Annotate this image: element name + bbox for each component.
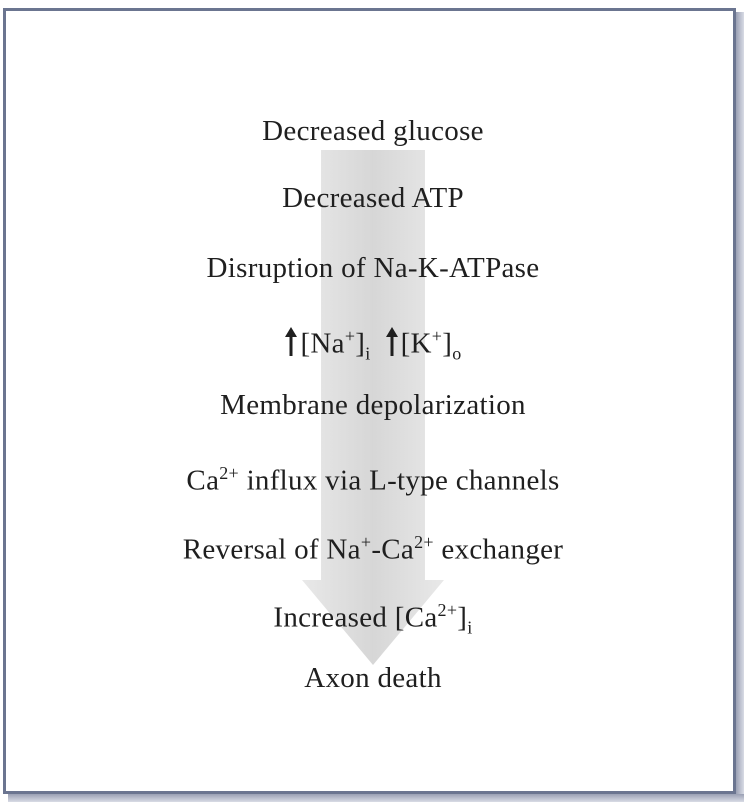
calcium-label: -Ca [371,533,415,566]
sodium-charge: + [360,532,372,552]
intracellular-sodium-label: [Na [300,327,345,360]
calcium-charge: 2+ [219,463,240,483]
calcium-influx-text: influx via L-type channels [239,464,560,497]
potassium-charge: + [431,326,443,346]
extracellular-subscript: o [452,343,462,364]
up-arrow-icon [385,325,399,357]
step-membrane-depolarization: Membrane depolarization [220,389,526,421]
step-decreased-atp: Decreased ATP [282,182,464,214]
calcium-bracket-close: ] [457,601,468,634]
step-exchanger-reversal [0,524,746,568]
intracellular-subscript: i [467,617,473,638]
calcium-label: Ca [186,464,220,497]
sodium-charge: + [344,326,356,346]
step-decreased-glucose: Decreased glucose [262,115,484,147]
reversal-label: Reversal of Na [182,533,361,566]
calcium-charge: 2+ [414,532,434,552]
intracellular-subscript: i [365,343,371,364]
extracellular-potassium-label: [K [400,327,432,360]
step-disruption-na-k-atpase: Disruption of Na-K-ATPase [206,252,540,284]
step-axon-death: Axon death [304,662,442,694]
calcium-charge: 2+ [437,600,458,620]
step-increased-calcium [0,592,746,645]
increased-calcium-label: Increased [Ca [273,601,438,634]
step-calcium-influx [0,455,746,499]
step-ion-concentration-changes [0,318,746,371]
potassium-bracket-close: ] [442,327,453,360]
exchanger-label: exchanger [433,533,564,566]
up-arrow-icon [284,325,298,357]
sodium-bracket-close: ] [355,327,366,360]
